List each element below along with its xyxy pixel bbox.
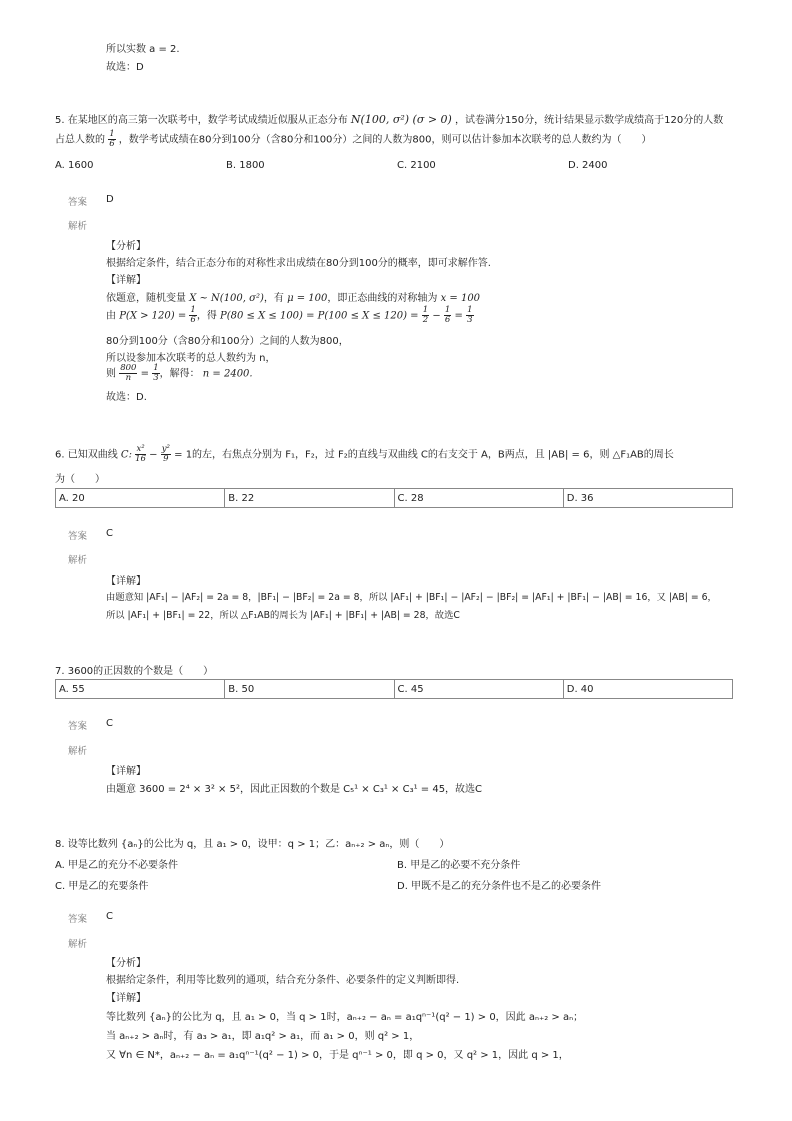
q8-option-d[interactable]: D. 甲既不是乙的充分条件也不是乙的必要条件 (397, 881, 602, 892)
q7-analysis-label: 解析 (68, 746, 88, 757)
q6-stem-a: 6. 已知双曲线 (55, 449, 118, 461)
q7-stem: 7. 3600的正因数的个数是（ ） (55, 666, 214, 677)
q5-d2-frac2: $\frac{1}{2}$ (422, 305, 429, 325)
q5-d2-frac1-num: 1 (190, 305, 196, 315)
q6-answer: C (106, 528, 113, 539)
q6-detail-line1: 由题意知 |AF₁| − |AF₂| = 2a = 8，|BF₁| − |BF₂| = 2a = 8，所以 |AF₁| + |BF₁| − |AF₂| − |BF₂| = |AF₁| + |BF₁| − |AB| = 16，又 |AB| = 6， (106, 592, 717, 603)
q5-d1c: ，有 (263, 293, 284, 304)
q6-detail-line2: 所以 |AF₁| + |BF₁| = 22，所以 △F₁AB的周长为 |AF₁| + |BF₁| + |AB| = 28，故选C (106, 610, 460, 621)
q5-d2-frac1 (189, 306, 196, 325)
q5-d2e: − (432, 310, 441, 322)
q5-detail-line4: 所以设参加本次联考的总人数约为 n， (106, 353, 276, 364)
q7-section-detail: 【详解】 (106, 766, 146, 777)
q5-detail-line5 (106, 364, 253, 383)
q5-option-a[interactable]: A. 1600 (55, 160, 94, 171)
q5-stem-text-c: 占总人数的 (55, 134, 105, 146)
q5-option-b[interactable]: B. 1800 (226, 160, 265, 171)
q6-stem-line1 (55, 445, 674, 464)
q7-options-table (55, 679, 733, 699)
q5-d5-frac (119, 364, 137, 383)
q6-frac-x-den: 16 (135, 454, 146, 464)
q5-stem-text-a: 5. 在某地区的高三第一次联考中，数学考试成绩近似服从正态分布 (55, 115, 348, 126)
q5-stem-line2 (55, 130, 652, 149)
q6-answer-label: 答案 (68, 531, 88, 542)
q6-frac-y (161, 445, 171, 464)
q5-detail-line2 (106, 306, 474, 325)
q5-detail-line1 (106, 289, 480, 304)
q5-answer-label: 答案 (68, 197, 88, 208)
q7-option-b[interactable]: B. 50 (225, 680, 394, 698)
q8-detail-line3: 又 ∀n ∈ N*，aₙ₊₂ − aₙ = a₁qⁿ⁻¹(q² − 1) > 0，于是 qⁿ⁻¹ > 0，即 q > 0，又 q² > 1，因此 q > 1， (106, 1050, 569, 1061)
q5-option-d[interactable]: D. 2400 (568, 160, 608, 171)
q5-d5e: n = 2400. (202, 368, 253, 380)
q5-d5-frac-den: n (125, 373, 132, 383)
q8-option-b[interactable]: B. 甲是乙的必要不充分条件 (397, 860, 521, 871)
q8-detail-line1: 等比数列 {aₙ}的公比为 q，且 a₁ > 0，当 q > 1时，aₙ₊₂ − aₙ = a₁qⁿ⁻¹(q² − 1) > 0，因此 aₙ₊₂ > aₙ； (106, 1012, 584, 1023)
q5-d5-frac-num: 800 (120, 363, 137, 373)
q6-minus: − (149, 449, 158, 461)
q5-distribution: N(100, σ²) (σ > 0) (350, 113, 452, 126)
q5-section-detail: 【详解】 (106, 275, 146, 286)
q5-stem-text-d: ，数学考试成绩在80分到100分（含80分和100分）之间的人数为800，则可以估计参加本次联考的总人数约为（ ） (118, 134, 652, 146)
q5-d2-frac4: $\frac{1}{3}$ (467, 305, 473, 325)
q5-d2c: ，得 (196, 310, 217, 322)
q6-frac-x (135, 445, 146, 464)
q5-d1b: X ~ N(100, σ²) (189, 293, 264, 304)
q8-detail-line2: 当 aₙ₊₂ > aₙ时，有 a₃ > a₁，即 a₁q² > a₁，而 a₁ > 0，则 q² > 1， (106, 1031, 420, 1042)
prev-choice-line: 故选：D (106, 62, 144, 73)
q8-option-a[interactable]: A. 甲是乙的充分不必要条件 (55, 860, 179, 871)
q6-stem-b: = 1的左，右焦点分别为 F₁，F₂，过 F₂的直线与双曲线 C的右支交于 A，B两点，且 |AB| = 6，则 △F₁AB的周长 (174, 449, 674, 461)
q5-d2-frac3: $\frac{1}{6}$ (444, 305, 451, 325)
q5-d2d: P(80 ≤ X ≤ 100) = P(100 ≤ X ≤ 120) = (220, 310, 419, 322)
q6-frac-y-den: 9 (163, 454, 169, 464)
q5-analysis-label: 解析 (68, 221, 88, 232)
q7-answer: C (106, 718, 113, 729)
q5-d5-frac2: $\frac{1}{3}$ (153, 363, 159, 383)
q6-option-c[interactable]: C. 28 (395, 489, 564, 507)
q5-fraction (108, 130, 115, 149)
q8-analysis-text: 根据给定条件，利用等比数列的通项，结合充分条件、必要条件的定义判断即得. (106, 975, 460, 986)
q5-section-analysis: 【分析】 (106, 241, 146, 252)
q6-frac-x-num: x² (136, 444, 145, 454)
q6-analysis-label: 解析 (68, 555, 88, 566)
q5-analysis-text: 根据给定条件，结合正态分布的对称性求出成绩在80分到100分的概率，即可求解作答. (106, 258, 491, 269)
q6-c: C: (120, 449, 132, 461)
q5-frac-den: 6 (109, 139, 115, 149)
prev-solution-line: 所以实数 a = 2. (106, 44, 180, 55)
q8-option-c[interactable]: C. 甲是乙的充要条件 (55, 881, 149, 892)
q5-option-c[interactable]: C. 2100 (397, 160, 436, 171)
q5-stem-text-b: ，试卷满分150分，统计结果显示数学成绩高于120分的人数 (455, 115, 724, 126)
q5-d5b: = (140, 368, 149, 380)
q7-option-a[interactable]: A. 55 (56, 680, 225, 698)
q6-options-table (55, 488, 733, 508)
q8-stem: 8. 设等比数列 {aₙ}的公比为 q，且 a₁ > 0，设甲：q > 1；乙：aₙ₊₂ > aₙ，则（ ） (55, 839, 450, 850)
q6-option-b[interactable]: B. 22 (225, 489, 394, 507)
q5-d1d: μ = 100 (287, 293, 328, 304)
q6-stem-line2: 为（ ） (55, 474, 105, 485)
q5-d2a: 由 (106, 310, 116, 322)
q8-answer: C (106, 911, 113, 922)
q5-answer: D (106, 194, 114, 205)
q5-d2b: P(X > 120) = (119, 310, 187, 322)
q7-option-c[interactable]: C. 45 (395, 680, 564, 698)
q6-frac-y-num: y² (161, 444, 170, 454)
q5-frac-num: 1 (109, 129, 115, 139)
q8-analysis-label: 解析 (68, 939, 88, 950)
q7-option-d[interactable]: D. 40 (566, 684, 594, 695)
q5-d2f: = (454, 310, 463, 322)
q8-section-detail: 【详解】 (106, 993, 146, 1004)
q6-option-d[interactable]: D. 36 (566, 493, 594, 504)
q5-stem-line1 (55, 111, 723, 126)
q5-d2-frac1-den: 6 (190, 315, 196, 325)
q6-section-detail: 【详解】 (106, 576, 146, 587)
q5-d1f: x = 100 (440, 293, 481, 304)
q5-d5c: ，解得： (159, 368, 200, 380)
q5-detail-line6: 故选：D. (106, 392, 147, 403)
q8-section-analysis: 【分析】 (106, 958, 146, 969)
q6-option-a[interactable]: A. 20 (56, 489, 225, 507)
q5-detail-line3: 80分到100分（含80分和100分）之间的人数为800， (106, 336, 349, 347)
q7-answer-label: 答案 (68, 721, 88, 732)
q5-d5a: 则 (106, 368, 116, 380)
q5-d1e: ，即正态曲线的对称轴为 (327, 293, 438, 304)
q5-d1a: 依题意，随机变量 (106, 293, 186, 304)
q7-detail-line1: 由题意 3600 = 2⁴ × 3² × 5²，因此正因数的个数是 C₅¹ × C₃¹ × C₃¹ = 45，故选C (106, 784, 483, 795)
q8-answer-label: 答案 (68, 914, 88, 925)
